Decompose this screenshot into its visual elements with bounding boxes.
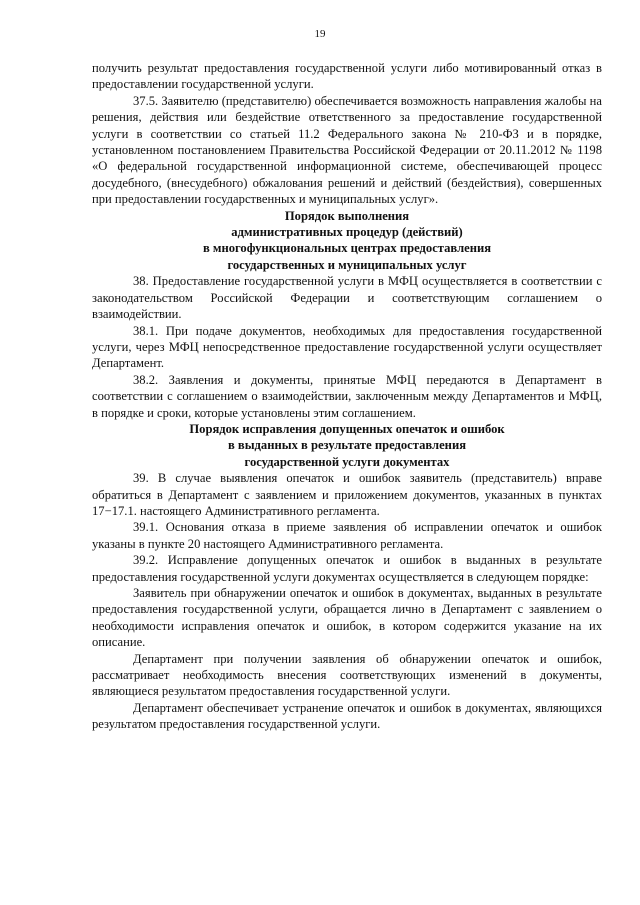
paragraph-37-4-end: получить результат предоставления государственной услуги либо мотивированный отказ в предоставлении государственной услуги.: [92, 61, 602, 92]
section-heading-corrections: [92, 421, 602, 470]
heading-line: Порядок выполнения: [284, 208, 410, 223]
heading-line: государственных и муниципальных услуг: [227, 257, 467, 272]
paragraph-38: 38. Предоставление государственной услуги в МФЦ осуществляется в соответствии с законодательством Российской Федерации и соответствующим соглашением о взаимодействии.: [92, 274, 602, 322]
heading-line: в выданных в результате предоставления: [227, 438, 467, 453]
paragraph-applicant: Заявитель при обнаружении опечаток и ошибок в документах, выданных в результате предоставления государственной услуги, обращается лично в Департамент с заявлением о необходимости исправления опечаток и ошибок, в котором содержится указание на их описание.: [92, 586, 602, 650]
paragraph-39-2: 39.2. Исправление допущенных опечаток и ошибок в выданных в результате предоставления государственной услуги документах осуществляется в следующем порядке:: [92, 553, 602, 584]
paragraph-38-2: 38.2. Заявления и документы, принятые МФЦ передаются в Департамент в соответствии с соглашением о взаимодействии, заключенным между Департаментов и МФЦ, в порядке и сроки, которые установлены этим соглашением.: [92, 372, 602, 420]
heading-line: в многофункциональных центрах предоставления: [202, 241, 492, 256]
heading-line: административных процедур (действий): [231, 225, 463, 240]
paragraph-37-5: 37.5. Заявителю (представителю) обеспечивается возможность направления жалобы на решения, действия или бездействие ответственного за предоставление государственной услуги в соответствии со статьей 11.2 Федерального закона № 210-ФЗ и в порядке, установленном постановлением Правительства Российской Федерации от 20.11.2012 № 1198 «О федеральной государственной информационной системе, обеспечивающей процесс досудебного, (внесудебного) обжалования решений и действий (бездействия), совершенных при предоставлении государственных и муниципальных услуг».: [92, 93, 602, 207]
paragraph-39: 39. В случае выявления опечаток и ошибок заявитель (представитель) вправе обратиться в Департамент с заявлением и приложением документов, указанных в пунктах 17−17.1. настоящего Административного регламента.: [92, 471, 602, 518]
heading-line: государственной услуги документах: [244, 454, 450, 469]
paragraph-department-fix: Департамент обеспечивает устранение опечаток и ошибок в документах, являющихся результатом предоставления государственной услуги.: [92, 700, 602, 732]
document-body: [92, 60, 602, 733]
paragraph-38-1: 38.1. При подаче документов, необходимых для предоставления государственной услуги, через МФЦ непосредственное предоставление государственной услуги осуществляет Департамент.: [92, 323, 602, 371]
heading-line: Порядок исправления допущенных опечаток и ошибок: [189, 421, 505, 436]
paragraph-department-review: Департамент при получении заявления об обнаружении опечаток и ошибок, рассматривает необходимость внесения соответствующих изменений в документы, являющиеся результатом предоставления государственной услуги.: [92, 651, 602, 699]
paragraph-39-1: 39.1. Основания отказа в приеме заявления об исправлении опечаток и ошибок указаны в пункте 20 настоящего Административного регламента.: [92, 520, 602, 551]
section-heading-mfc: [92, 208, 602, 274]
page-number: 19: [314, 28, 326, 40]
